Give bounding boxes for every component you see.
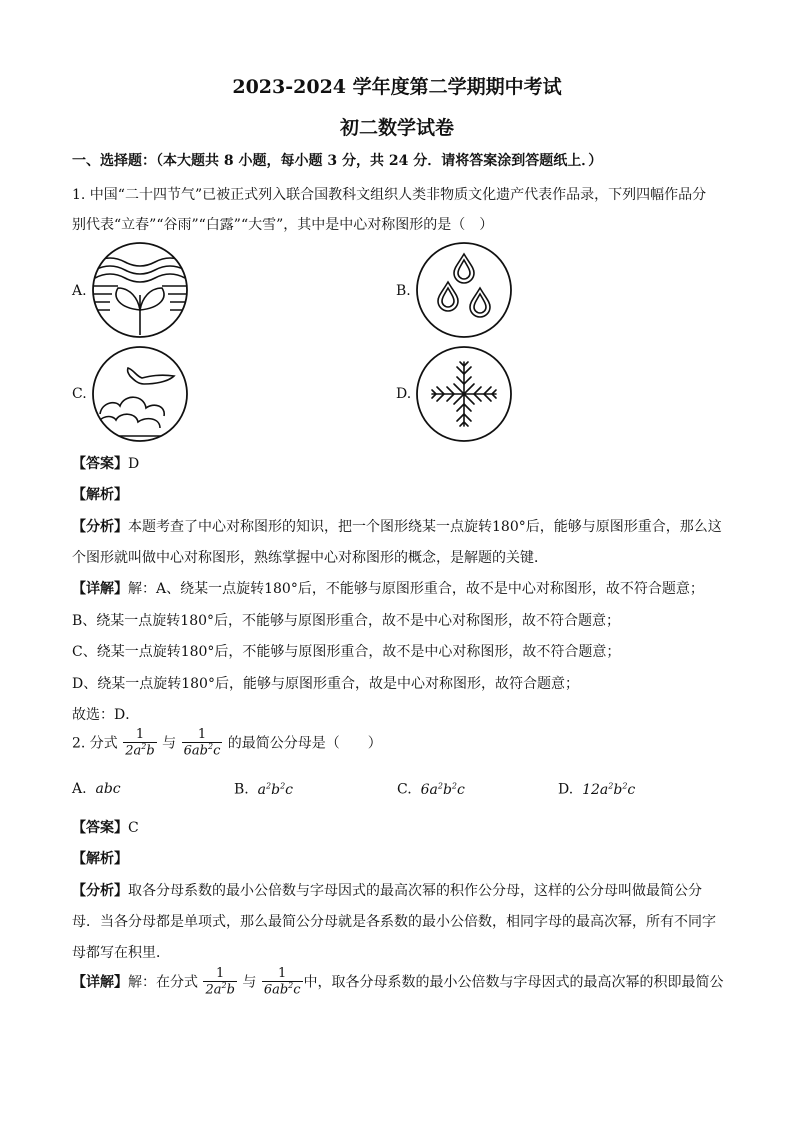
d-frac1-den-a: 2a (205, 982, 222, 998)
q2-option-c-exp1: 2 (437, 781, 443, 790)
q2-option-b-b: b (271, 781, 281, 798)
answer-tag: 【答案】 (72, 456, 128, 472)
q2-option-b-exp1: 2 (266, 781, 272, 790)
daxue-figure (414, 344, 514, 444)
q2-stem (72, 728, 382, 759)
q2-suffix: 的最简公分母是（ ） (227, 735, 382, 752)
page-subtitle: 初二数学试卷 (339, 117, 454, 139)
q1-option-a-label: A. (72, 283, 87, 299)
q1-detail-3: C、绕某一点旋转180°后，不能够与原图形重合，故不是中心对称图形，故不符合题意； (72, 644, 621, 660)
q1-detail-2: B、绕某一点旋转180°后，不能够与原图形重合，故不是中心对称图形，故不符合题意； (72, 613, 621, 629)
q2-option-a (72, 781, 121, 797)
q2-option-a-label: A. (72, 781, 87, 797)
fenxi-tag: 【分析】 (72, 519, 128, 535)
page-title: 2023-2024 学年度第二学期期中考试 (232, 76, 562, 98)
fenxi-text: 取各分母系数的最小公倍数与字母因式的最高次幂的积作公分母，这样的公分母叫做最简公分 (128, 883, 702, 899)
q1-option-d-label: D. (396, 386, 412, 402)
detail-mid: 与 (242, 974, 257, 991)
d-frac1-den-b: b (226, 982, 235, 998)
q1-stem-line2: 别代表“立春”“谷雨”“白露”“大雪”，其中是中心对称图形的是（ ） (72, 217, 494, 233)
q2-option-d-b: b (613, 781, 623, 798)
q1-option-c-label: C. (72, 386, 87, 402)
detail-tag: 【详解】 (72, 581, 128, 597)
q2-option-c-c: c (457, 781, 465, 798)
q2-fraction-2 (182, 728, 223, 759)
q2-answer (72, 817, 139, 837)
detail-text: 解：A、绕某一点旋转180°后，不能够与原图形重合，故不是中心对称图形，故不符合题意； (128, 581, 704, 597)
q2-fenxi-3: 母都写在积里． (72, 945, 170, 961)
q2-option-c (397, 781, 465, 798)
q1-option-b-label: B. (396, 283, 411, 299)
detail-pre: 解：在分式 (128, 974, 198, 991)
frac1-den (123, 743, 156, 759)
q2-option-d-exp1: 2 (608, 781, 614, 790)
q1-detail-1 (72, 578, 704, 598)
q2-mid: 与 (162, 735, 177, 752)
answer-value: D (128, 456, 140, 472)
q2-option-b (234, 781, 293, 798)
q2-analysis-tag: 【解析】 (72, 851, 128, 867)
q2-option-b-a: a (257, 781, 267, 798)
frac2-den-a: 6ab (183, 743, 208, 759)
bailu-figure (90, 344, 190, 444)
q2-option-d-label: D. (558, 781, 574, 798)
detail-tag: 【详解】 (72, 974, 128, 991)
frac2-den (182, 743, 223, 759)
frac1-den-a: 2a (125, 743, 142, 759)
q2-option-b-c: c (285, 781, 294, 798)
detail-fraction-1 (203, 967, 236, 998)
q2-detail (72, 967, 724, 998)
q2-option-d-a: 12a (582, 781, 609, 798)
q1-fenxi-1 (72, 516, 722, 536)
d-frac1-den-exp: 2 (221, 981, 227, 991)
d-frac2-den-exp: 2 (288, 981, 294, 991)
q2-option-b-exp2: 2 (280, 781, 286, 790)
q2-option-c-label: C. (397, 781, 412, 798)
q1-stem-line1: 1. 中国“二十四节气”已被正式列入联合国教科文组织人类非物质文化遗产代表作品录，下列四幅作品分 (72, 187, 707, 203)
q2-option-a-value: abc (95, 781, 121, 797)
answer-tag: 【答案】 (72, 820, 128, 836)
q2-option-c-b: b (442, 781, 452, 798)
q2-prefix: 2. 分式 (72, 735, 118, 752)
d-frac1-den (203, 982, 236, 998)
q2-option-c-a: 6a (420, 781, 438, 798)
answer-value: C (128, 820, 139, 836)
q1-detail-4: D、绕某一点旋转180°后，能够与原图形重合，故是中心对称图形，故符合题意； (72, 676, 579, 692)
frac2-den-b: c (213, 743, 221, 759)
section-heading: 一、选择题：（本大题共 8 小题，每小题 3 分，共 24 分．请将答案涂到答题纸上．） (72, 153, 603, 169)
detail-post: 中，取各分母系数的最小公倍数与字母因式的最高次幂的积即最简公 (303, 974, 724, 991)
q2-fraction-1 (123, 728, 156, 759)
fenxi-tag: 【分析】 (72, 883, 128, 899)
d-frac2-num: 1 (262, 967, 303, 982)
q1-answer (72, 453, 139, 473)
detail-fraction-2 (262, 967, 303, 998)
q2-option-d-c: c (627, 781, 636, 798)
frac1-num: 1 (123, 728, 156, 743)
q2-option-d-exp2: 2 (622, 781, 628, 790)
q1-fenxi-2: 个图形就叫做中心对称图形，熟练掌握中心对称图形的概念，是解题的关键． (72, 550, 548, 566)
q2-option-d (558, 781, 635, 798)
guyu-figure (414, 240, 514, 340)
q1-analysis-tag: 【解析】 (72, 487, 128, 503)
frac2-num: 1 (182, 728, 223, 743)
d-frac2-den-a: 6ab (263, 982, 289, 998)
d-frac2-den-b: c (293, 982, 301, 998)
d-frac2-den (262, 982, 303, 998)
frac1-den-b: b (146, 743, 155, 759)
fenxi-text: 本题考查了中心对称图形的知识，把一个图形绕某一点旋转180°后，能够与原图形重合，那么这 (128, 519, 722, 535)
frac1-den-exp: 2 (141, 742, 147, 752)
q1-detail-5: 故选：D． (72, 707, 140, 723)
q2-fenxi-1 (72, 880, 702, 900)
lichun-figure (90, 240, 190, 340)
d-frac1-num: 1 (203, 967, 236, 982)
q2-option-c-exp2: 2 (451, 781, 457, 790)
frac2-den-exp: 2 (207, 742, 214, 752)
q2-option-b-label: B. (234, 781, 249, 798)
q2-fenxi-2: 母．当各分母都是单项式，那么最简公分母就是各系数的最小公倍数，相同字母的最高次幂，所有不同字 (72, 914, 716, 930)
